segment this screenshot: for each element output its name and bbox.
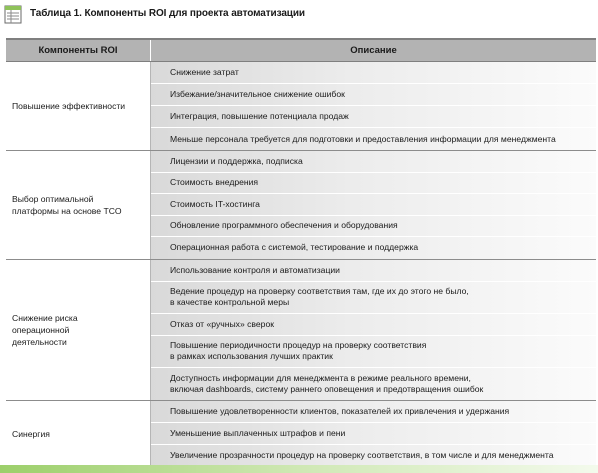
row-text: Уменьшение выплаченных штрафов и пени bbox=[170, 427, 346, 438]
roi-components-table bbox=[6, 38, 596, 467]
row-text: Отказ от «ручных» сверок bbox=[170, 318, 274, 329]
row-text: Ведение процедур на проверку соответствия там, где их до этого не было, в качестве контрольной меры bbox=[170, 286, 469, 307]
row-text: Использование контроля и автоматизации bbox=[170, 264, 340, 275]
table-group-synergy bbox=[6, 401, 596, 467]
group-label: Выбор оптимальной платформы на основе TCO bbox=[6, 151, 151, 259]
row-text: Интеграция, повышение потенциала продаж bbox=[170, 111, 349, 121]
table-row bbox=[151, 423, 596, 445]
header-description: Описание bbox=[350, 45, 397, 56]
row-text: Избежание/значительное снижение ошибок bbox=[170, 89, 345, 99]
row-text: Повышение удовлетворенности клиентов, показателей их привлечения и удержания bbox=[170, 405, 510, 416]
row-text: Обновление программного обеспечения и оборудования bbox=[170, 220, 398, 231]
row-text: Повышение периодичности процедур на проверку соответствия в рамках использования лучших практик bbox=[170, 340, 427, 361]
row-text: Стоимость IT-хостинга bbox=[170, 198, 260, 209]
table-row bbox=[151, 314, 596, 336]
table-row bbox=[151, 445, 596, 467]
row-text: Снижение затрат bbox=[170, 67, 239, 77]
table-caption: Таблица 1. Компоненты ROI для проекта автоматизации bbox=[30, 8, 305, 19]
group-label: Синергия bbox=[6, 401, 151, 467]
table-row bbox=[151, 260, 596, 282]
table-row bbox=[151, 237, 596, 259]
table-row bbox=[151, 368, 596, 400]
group-items bbox=[151, 151, 596, 259]
table-header-row bbox=[6, 40, 596, 62]
table-row bbox=[151, 336, 596, 368]
table-row bbox=[151, 84, 596, 106]
table-row bbox=[151, 128, 596, 150]
decorative-bottom-bar bbox=[0, 465, 598, 473]
row-text: Меньше персонала требуется для подготовки и предоставления информации для менеджмента bbox=[170, 133, 556, 144]
table-row bbox=[151, 106, 596, 128]
group-label: Повышение эффективности bbox=[6, 62, 151, 150]
table-row bbox=[151, 216, 596, 238]
row-text: Лицензии и поддержка, подписка bbox=[170, 155, 303, 166]
table-document-icon bbox=[4, 5, 22, 24]
row-text: Стоимость внедрения bbox=[170, 177, 259, 188]
row-text: Операционная работа с системой, тестирование и поддержка bbox=[170, 242, 419, 253]
row-text: Увеличение прозрачности процедур на проверку соответствия, в том числе и для менеджмента bbox=[170, 450, 554, 460]
table-group-operational-risk bbox=[6, 260, 596, 401]
row-text: Доступность информации для менеджмента в режиме реального времени, включая dashboards, систему раннего оповещения и предотвращения ошибок bbox=[170, 372, 484, 394]
header-components: Компоненты ROI bbox=[6, 40, 151, 61]
table-group-efficiency bbox=[6, 62, 596, 151]
table-row bbox=[151, 173, 596, 195]
table-group-tco-platform bbox=[6, 151, 596, 260]
table-row bbox=[151, 194, 596, 216]
table-row bbox=[151, 401, 596, 423]
table-row bbox=[151, 62, 596, 84]
group-label: Снижение риска операционной деятельности bbox=[6, 260, 151, 400]
group-items bbox=[151, 260, 596, 400]
group-items bbox=[151, 401, 596, 467]
table-row bbox=[151, 282, 596, 314]
table-row bbox=[151, 151, 596, 173]
group-items bbox=[151, 62, 596, 150]
